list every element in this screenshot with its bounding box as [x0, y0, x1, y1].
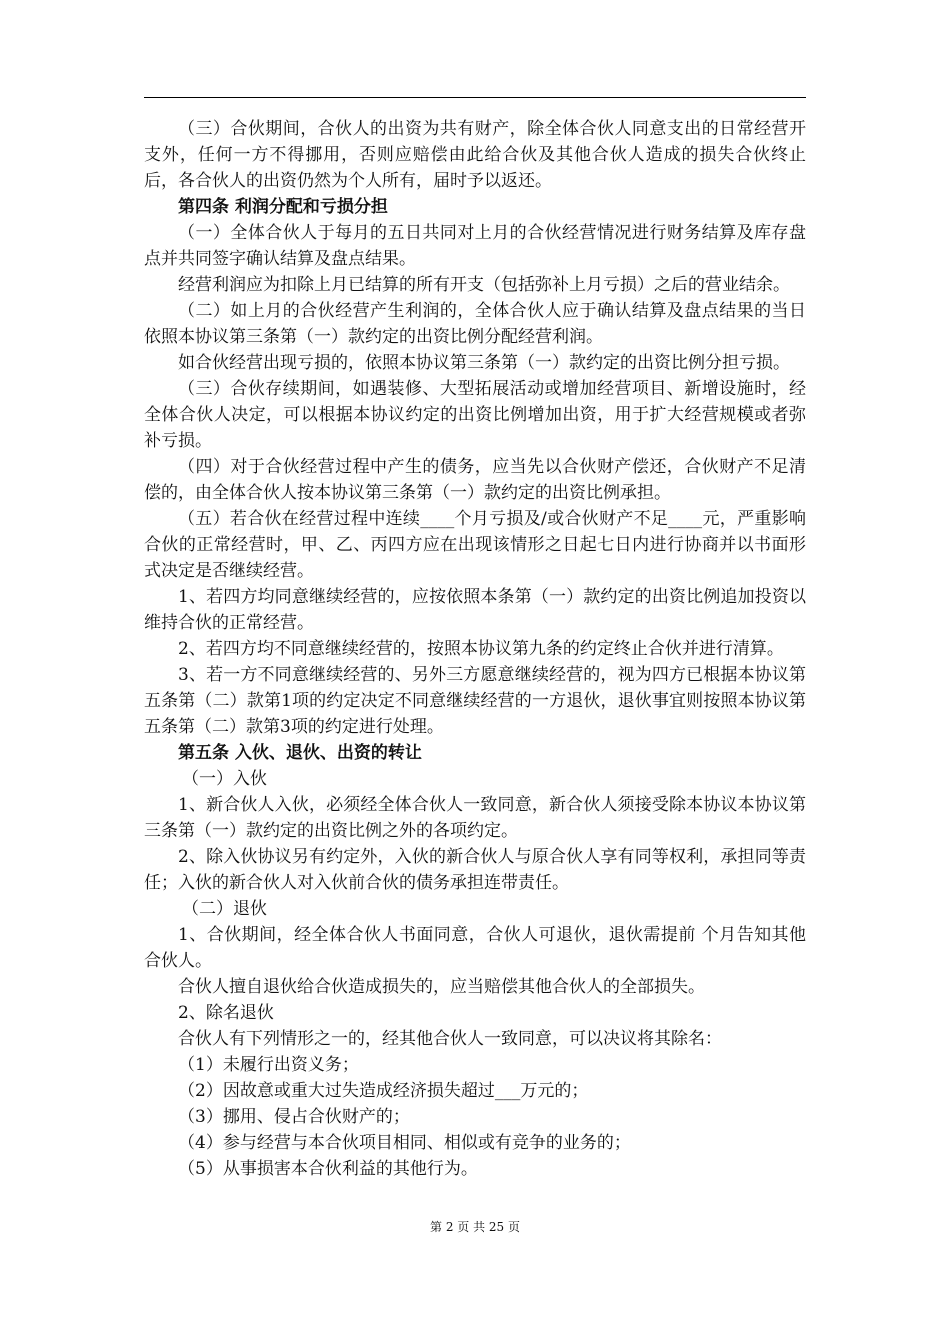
document-body — [144, 116, 806, 1182]
paragraph-4-1-profit: 经营利润应为扣除上月已结算的所有开支（包括弥补上月亏损）之后的营业结余。 — [178, 275, 790, 295]
paragraph-4-5-item-1: 1、若四方均同意继续经营的，应按依照本条第（一）款约定的出资比例追加投资以维持合伙的正常经营。 — [144, 587, 806, 633]
paragraph-4-2: （二）如上月的合伙经营产生利润的，全体合伙人应于确认结算及盘点结果的当日依照本协议第三条第（一）款约定的出资比例分配经营利润。 — [144, 301, 806, 347]
paragraph-5-2-item-2: 2、除名退伙 — [178, 1003, 274, 1023]
paragraph-4-2-loss: 如合伙经营出现亏损的，依照本协议第三条第（一）款约定的出资比例分担亏损。 — [178, 353, 790, 373]
page-number-footer: 第 2 页 共 25 页 — [430, 1220, 520, 1234]
section-heading-article-5: 第五条 入伙、退伙、出资的转让 — [178, 743, 422, 763]
paragraph-4-1: （一）全体合伙人于每月的五日共同对上月的合伙经营情况进行财务结算及库存盘点并共同签字确认结算及盘点结果。 — [144, 223, 806, 269]
list-item-expulsion-4: （4）参与经营与本合伙项目相同、相似或有竞争的业务的； — [178, 1133, 631, 1153]
paragraph-5-2-compensation: 合伙人擅自退伙给合伙造成损失的，应当赔偿其他合伙人的全部损失。 — [178, 977, 705, 997]
paragraph-5-1-item-1: 1、新合伙人入伙，必须经全体合伙人一致同意，新合伙人须接受除本协议本协议第三条第（一）款约定的出资比例之外的各项约定。 — [144, 795, 806, 841]
list-item-expulsion-5: （5）从事损害本合伙利益的其他行为。 — [178, 1159, 478, 1179]
list-item-expulsion-3: （3）挪用、侵占合伙财产的； — [178, 1107, 410, 1127]
paragraph-5-2-item-1: 1、合伙期间，经全体合伙人书面同意，合伙人可退伙，退伙需提前 个月告知其他合伙人。 — [144, 925, 806, 971]
subheading-withdrawal: （二）退伙 — [182, 899, 267, 919]
paragraph-4-5: （五）若合伙在经营过程中连续____个月亏损及/或合伙财产不足____元，严重影响合伙的正常经营时，甲、乙、丙四方应在出现该情形之日起七日内进行协商并以书面形式决定是否继续经营。 — [144, 509, 806, 581]
header-rule — [144, 97, 806, 98]
list-item-expulsion-2: （2）因故意或重大过失造成经济损失超过___万元的； — [178, 1081, 589, 1101]
list-item-expulsion-1: （1）未履行出资义务； — [178, 1055, 359, 1075]
paragraph-5-1-item-2: 2、除入伙协议另有约定外，入伙的新合伙人与原合伙人享有同等权利，承担同等责任；入伙的新合伙人对入伙前合伙的债务承担连带责任。 — [144, 847, 806, 893]
paragraph-4-5-item-3: 3、若一方不同意继续经营的、另外三方愿意继续经营的，视为四方已根据本协议第五条第（二）款第1项的约定决定不同意继续经营的一方退伙，退伙事宜则按照本协议第五条第（二）款第3项的约定进行处理。 — [144, 665, 806, 737]
paragraph-5-2-expulsion-intro: 合伙人有下列情形之一的，经其他合伙人一致同意，可以决议将其除名： — [178, 1029, 722, 1049]
subheading-joining: （一）入伙 — [182, 769, 267, 789]
paragraph-4-5-item-2: 2、若四方均不同意继续经营的，按照本协议第九条的约定终止合伙并进行清算。 — [178, 639, 784, 659]
paragraph-4-4: （四）对于合伙经营过程中产生的债务，应当先以合伙财产偿还，合伙财产不足清偿的，由全体合伙人按本协议第三条第（一）款约定的出资比例承担。 — [144, 457, 806, 503]
section-heading-article-4: 第四条 利润分配和亏损分担 — [178, 197, 388, 217]
paragraph-4-3: （三）合伙存续期间，如遇装修、大型拓展活动或增加经营项目、新增设施时，经全体合伙人决定，可以根据本协议约定的出资比例增加出资，用于扩大经营规模或者弥补亏损。 — [144, 379, 806, 451]
paragraph-3-3: （三）合伙期间，合伙人的出资为共有财产，除全体合伙人同意支出的日常经营开支外，任何一方不得挪用，否则应赔偿由此给合伙及其他合伙人造成的损失合伙终止后，各合伙人的出资仍然为个人所有，届时予以返还。 — [144, 119, 806, 191]
